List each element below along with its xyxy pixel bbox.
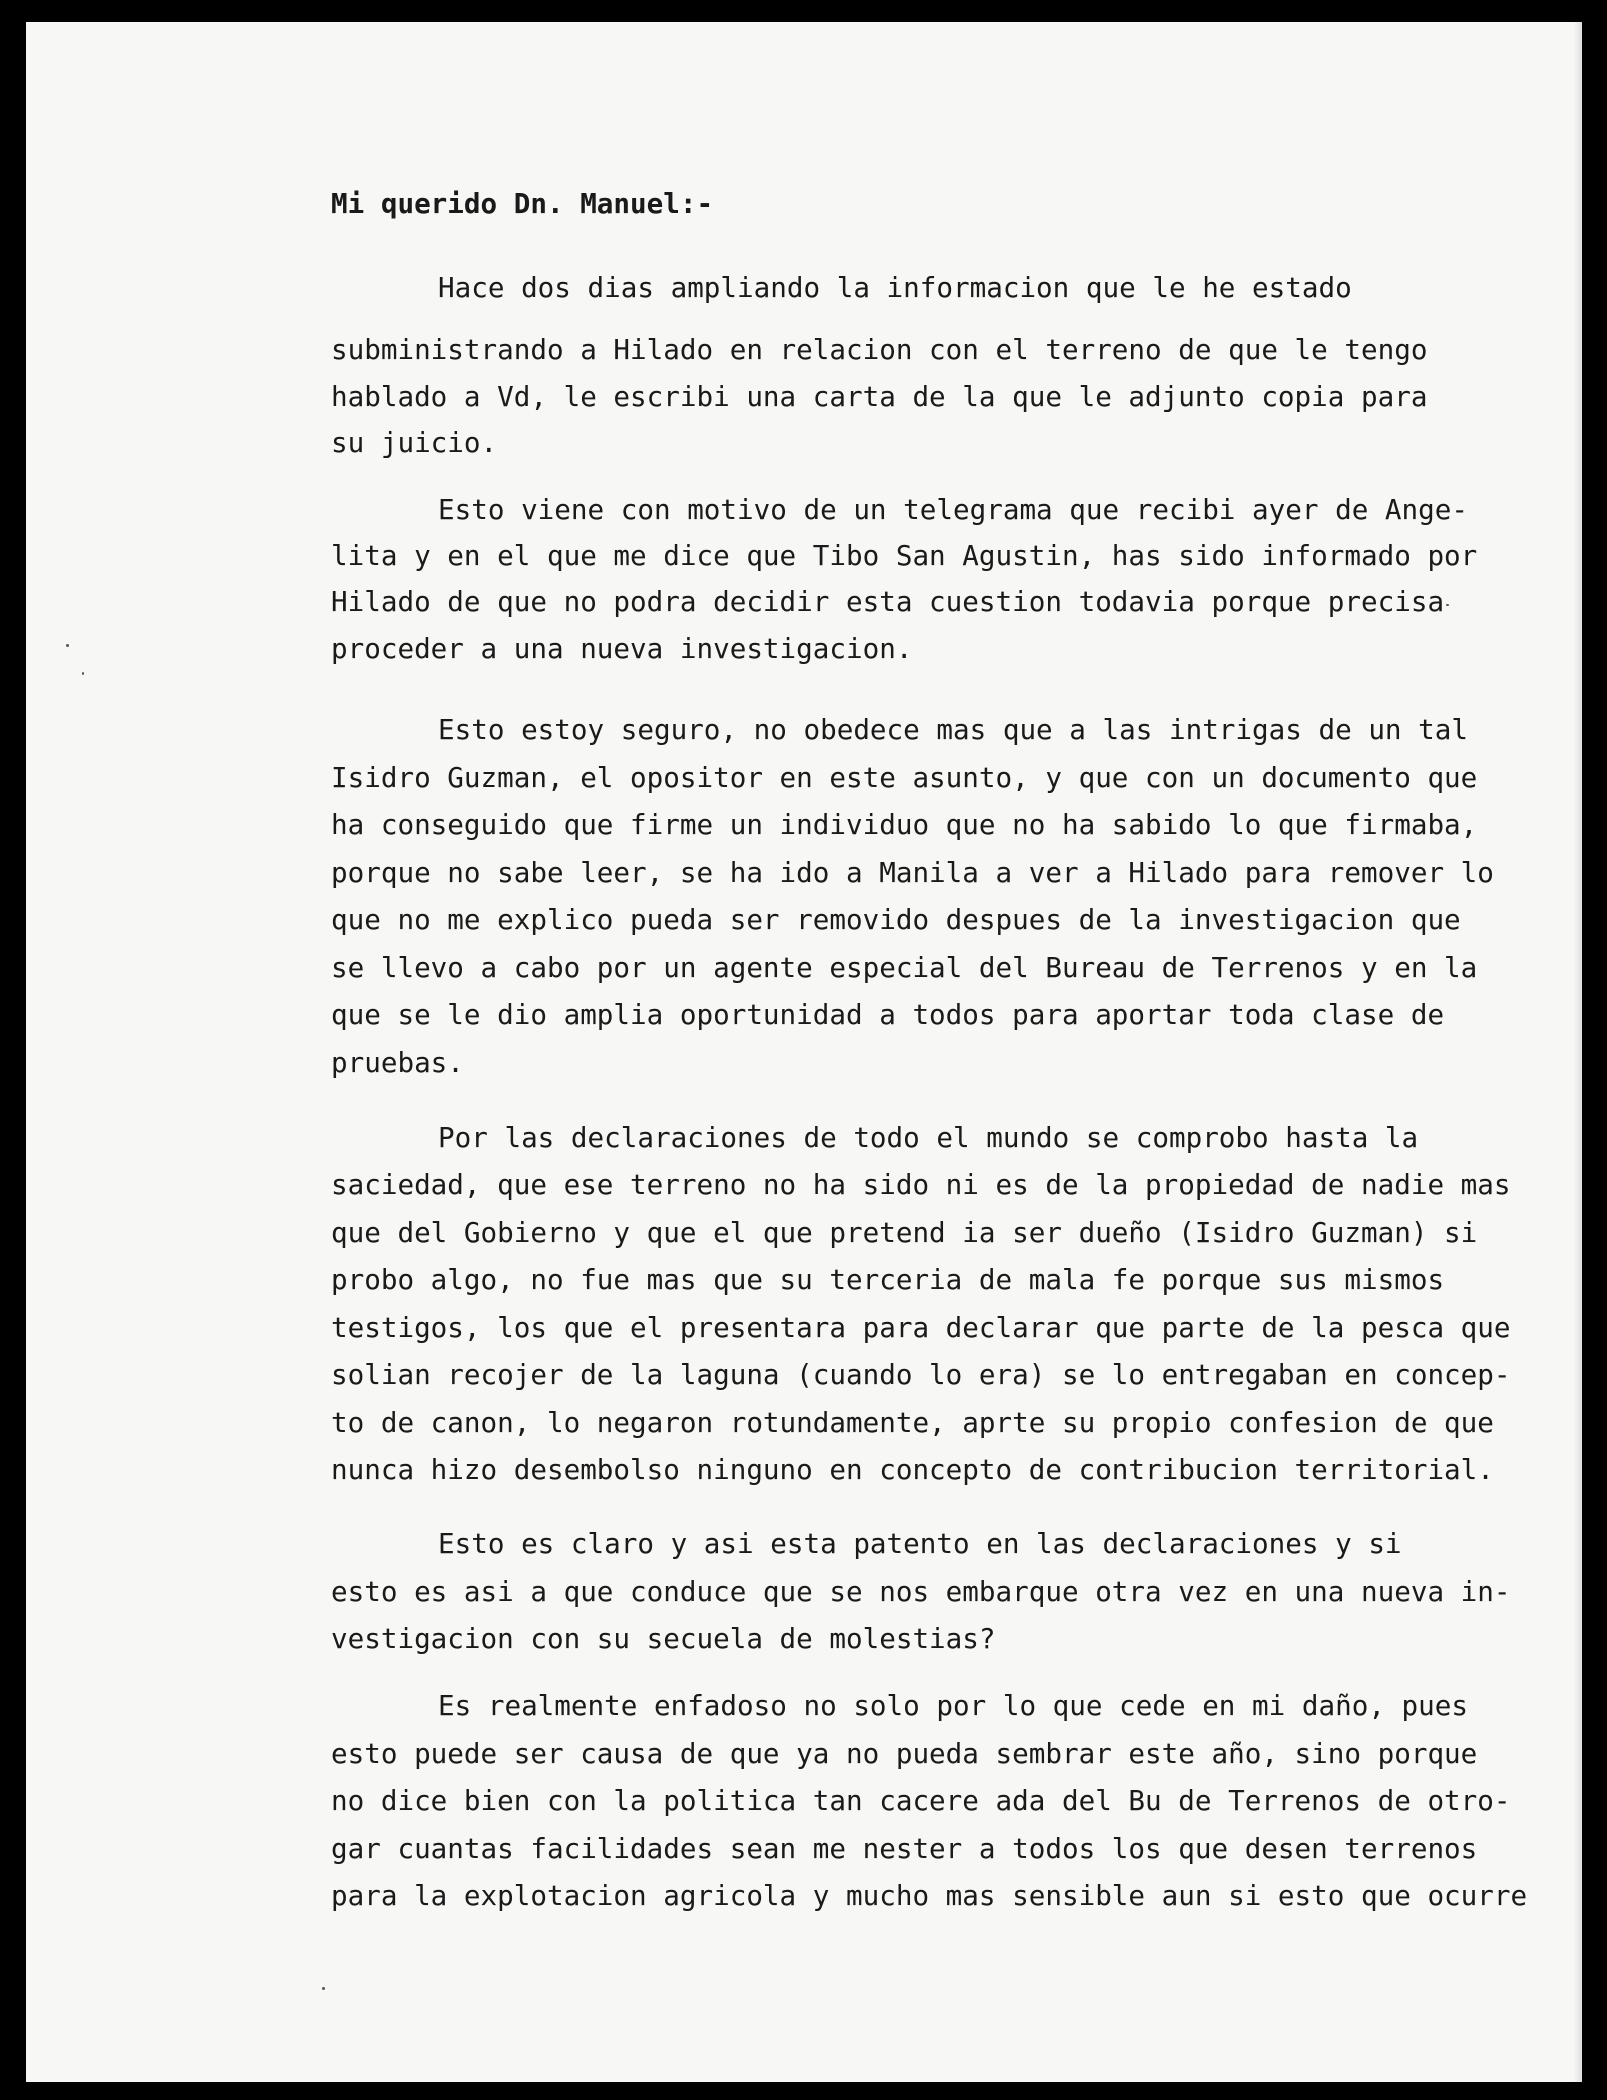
paragraph-3-line-2: Isidro Guzman, el opositor en este asunto, y que con un documento que xyxy=(331,761,1478,794)
paragraph-2-line-3: Hilado de que no podra decidir esta cuestion todavia porque precisa xyxy=(331,585,1445,618)
paragraph-5-line-2: esto es asi a que conduce que se nos embarque otra vez en una nueva in- xyxy=(331,1575,1511,1608)
paragraph-1-line-2: subministrando a Hilado en relacion con el terreno de que le tengo xyxy=(331,333,1428,366)
paragraph-4-line-8: nunca hizo desembolso ninguno en concepto de contribucion territorial. xyxy=(331,1453,1494,1486)
paragraph-4-line-2: saciedad, que ese terreno no ha sido ni es de la propiedad de nadie mas xyxy=(331,1168,1511,1201)
paragraph-3-line-5: que no me explico pueda ser removido despues de la investigacion que xyxy=(331,903,1461,936)
paragraph-2-line-4: proceder a una nueva investigacion. xyxy=(331,632,913,665)
paragraph-4-line-6: solian recojer de la laguna (cuando lo era) se lo entregaban en concep- xyxy=(331,1358,1511,1391)
paragraph-4-line-5: testigos, los que el presentara para declarar que parte de la pesca que xyxy=(331,1311,1511,1344)
paragraph-6-line-2: esto puede ser causa de que ya no pueda sembrar este año, sino porque xyxy=(331,1737,1478,1770)
paragraph-4-line-1: Por las declaraciones de todo el mundo se comprobo hasta la xyxy=(438,1121,1419,1154)
scan-speck xyxy=(82,672,84,675)
paragraph-6-line-5: para la explotacion agricola y mucho mas sensible aun si esto que ocurre xyxy=(331,1879,1528,1912)
paragraph-2-line-1: Esto viene con motivo de un telegrama que recibi ayer de Ange- xyxy=(438,493,1468,526)
paragraph-6-line-1: Es realmente enfadoso no solo por lo que cede en mi daño, pues xyxy=(438,1689,1468,1722)
paragraph-3-line-3: ha conseguido que firme un individuo que no ha sabido lo que firmaba, xyxy=(331,808,1478,841)
paragraph-1-line-3: hablado a Vd, le escribi una carta de la que le adjunto copia para xyxy=(331,380,1428,413)
scan-speck xyxy=(66,644,69,647)
paragraph-3-line-8: pruebas. xyxy=(331,1046,464,1079)
salutation: Mi querido Dn. Manuel:- xyxy=(331,187,714,220)
paragraph-3-line-4: porque no sabe leer, se ha ido a Manila a ver a Hilado para remover lo xyxy=(331,856,1494,889)
paragraph-3-line-1: Esto estoy seguro, no obedece mas que a las intrigas de un tal xyxy=(438,713,1468,746)
paragraph-2-line-2: lita y en el que me dice que Tibo San Agustin, has sido informado por xyxy=(331,539,1478,572)
paragraph-4-line-7: to de canon, lo negaron rotundamente, aprte su propio confesion de que xyxy=(331,1406,1494,1439)
paragraph-1-line-1: Hace dos dias ampliando la informacion que le he estado xyxy=(438,271,1352,304)
paragraph-4-line-4: probo algo, no fue mas que su terceria de mala fe porque sus mismos xyxy=(331,1263,1445,1296)
paragraph-6-line-3: no dice bien con la politica tan cacere ada del Bu de Terrenos de otro- xyxy=(331,1784,1511,1817)
paragraph-5-line-1: Esto es claro y asi esta patento en las declaraciones y si xyxy=(438,1527,1402,1560)
letter-page xyxy=(26,22,1582,2082)
page-edge-shadow xyxy=(1574,22,1582,2082)
scan-speck xyxy=(1446,604,1449,606)
paragraph-3-line-7: que se le dio amplia oportunidad a todos para aportar toda clase de xyxy=(331,998,1445,1031)
paragraph-6-line-4: gar cuantas facilidades sean me nester a todos los que desen terrenos xyxy=(331,1832,1478,1865)
paragraph-5-line-3: vestigacion con su secuela de molestias? xyxy=(331,1622,996,1655)
paragraph-1-line-4: su juicio. xyxy=(331,426,498,459)
paragraph-3-line-6: se llevo a cabo por un agente especial del Bureau de Terrenos y en la xyxy=(331,951,1478,984)
scan-speck xyxy=(322,1987,325,1990)
paragraph-4-line-3: que del Gobierno y que el que pretend ia ser dueño (Isidro Guzman) si xyxy=(331,1216,1478,1249)
